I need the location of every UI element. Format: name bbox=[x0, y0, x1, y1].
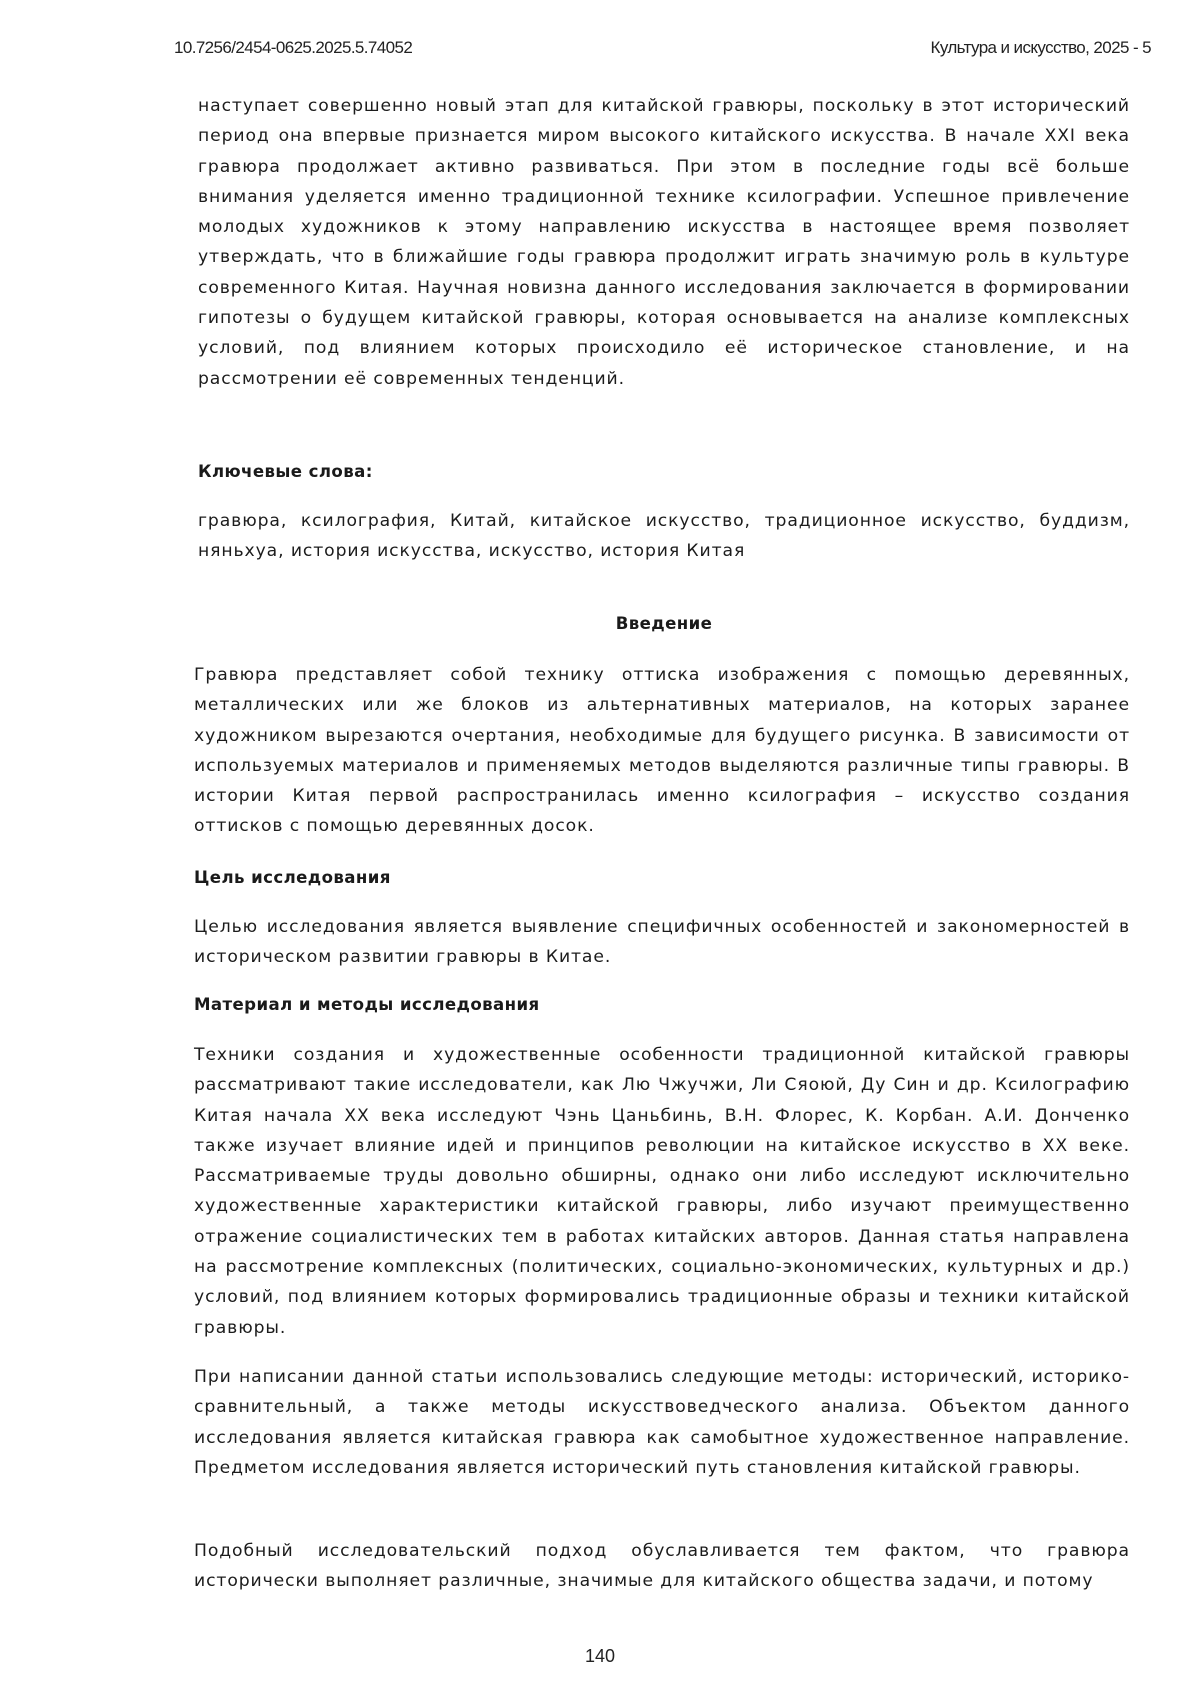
methods-paragraph-2: При написании данной статьи использовались следующие методы: исторический, историко-сравнительный, а также методы искусствоведческого анализа. Объектом данного исследования является китайская гравюра как самобытное художественное направление. Предметом исследования является исторический путь становления китайской гравюры. bbox=[194, 1362, 1130, 1483]
abstract-continuation: наступает совершенно новый этап для китайской гравюры, поскольку в этот исторический период она впервые признается миром высокого китайского искусства. В начале XXI века гравюра продолжает активно развиваться. При этом в последние годы всё больше внимания уделяется именно традиционной технике ксилографии. Успешное привлечение молодых художников к этому направлению искусства в настоящее время позволяет утверждать, что в ближайшие годы гравюра продолжит играть значимую роль в культуре современного Китая. Научная новизна данного исследования заключается в формировании гипотезы о будущем китайской гравюры, которая основывается на анализе комплексных условий, под влиянием которых происходило её историческое становление, и на рассмотрении её современных тенденций. bbox=[198, 91, 1130, 394]
methods-heading: Материал и методы исследования bbox=[194, 995, 540, 1014]
methods-paragraph-3: Подобный исследовательский подход обуславливается тем фактом, что гравюра исторически выполняет различные, значимые для китайского общества задачи, и потому bbox=[194, 1536, 1130, 1597]
introduction-paragraph: Гравюра представляет собой технику оттиска изображения с помощью деревянных, металлических или же блоков из альтернативных материалов, на которых заранее художником вырезаются очертания, необходимые для будущего рисунка. В зависимости от используемых материалов и применяемых методов выделяются различные типы гравюры. В истории Китая первой распространилась именно ксилография – искусство создания оттисков с помощью деревянных досок. bbox=[194, 660, 1130, 842]
introduction-heading: Введение bbox=[198, 614, 1130, 633]
keywords-list: гравюра, ксилография, Китай, китайское искусство, традиционное искусство, буддизм, няньхуа, история искусства, искусство, история Китая bbox=[198, 506, 1130, 567]
page-number: 140 bbox=[0, 1646, 1200, 1667]
running-header bbox=[174, 38, 1151, 62]
goal-paragraph: Целью исследования является выявление специфичных особенностей и закономерностей в историческом развитии гравюры в Китае. bbox=[194, 912, 1130, 973]
keywords-heading: Ключевые слова: bbox=[198, 462, 373, 481]
doi-reference: 10.7256/2454-0625.2025.5.74052 bbox=[174, 38, 412, 58]
goal-heading: Цель исследования bbox=[194, 868, 391, 887]
methods-paragraph-1: Техники создания и художественные особенности традиционной китайской гравюры рассматривают такие исследователи, как Лю Чжучжи, Ли Сяоюй, Ду Син и др. Ксилографию Китая начала XX века исследуют Чэнь Цаньбинь, В.Н. Флорес, К. Корбан. А.И. Донченко также изучает влияние идей и принципов революции на китайское искусство в XX веке. Рассматриваемые труды довольно обширны, однако они либо исследуют исключительно художественные характеристики китайской гравюры, либо изучают преимущественно отражение социалистических тем в работах китайских авторов. Данная статья направлена на рассмотрение комплексных (политических, социально-экономических, культурных и др.) условий, под влиянием которых формировались традиционные образы и техники китайской гравюры. bbox=[194, 1040, 1130, 1343]
journal-issue: Культура и искусство, 2025 - 5 bbox=[931, 38, 1151, 58]
